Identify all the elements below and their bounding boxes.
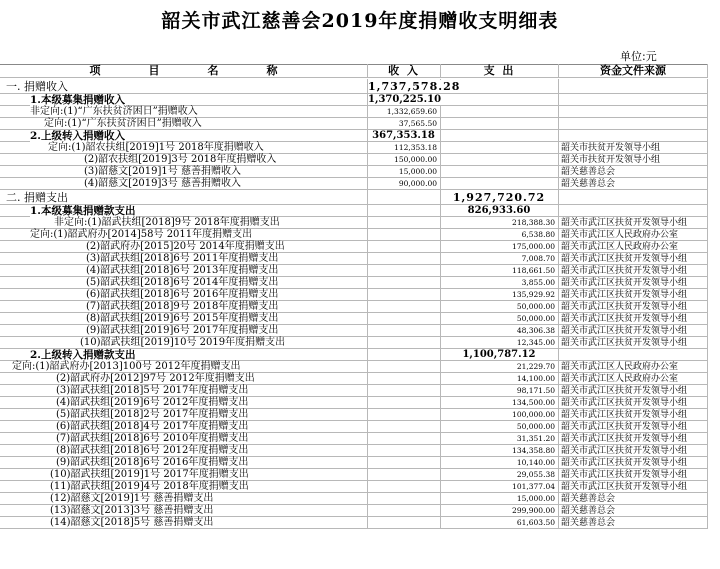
table-row xyxy=(0,190,720,205)
item-name-cell: (12)韶慈文[2019]1号 慈善捐赠支出 xyxy=(0,493,368,505)
source-cell: 韶关市武江区扶贫开发领导小组 xyxy=(559,421,708,433)
income-cell xyxy=(368,301,441,313)
source-cell: 韶关市扶贫开发领导小组 xyxy=(559,142,708,154)
expense-cell: 101,377.04 xyxy=(441,481,559,493)
table-row xyxy=(0,178,720,190)
income-cell xyxy=(368,481,441,493)
table-row xyxy=(0,517,720,529)
source-cell: 韶关市武江区人民政府办公室 xyxy=(559,361,708,373)
table-row xyxy=(0,457,720,469)
unit-label: 单位:元 xyxy=(620,50,657,63)
income-cell: 15,000.00 xyxy=(368,166,441,178)
table-row xyxy=(0,205,720,217)
expense-cell: 61,603.50 xyxy=(441,517,559,529)
income-cell: 367,353.18 xyxy=(368,130,441,142)
source-cell xyxy=(559,118,708,130)
source-cell: 韶关市武江区扶贫开发领导小组 xyxy=(559,385,708,397)
source-cell: 韶关市武江区扶贫开发领导小组 xyxy=(559,445,708,457)
item-name-cell: 非定向:(1)韶武扶组[2018]9号 2018年度捐赠支出 xyxy=(0,217,368,229)
expense-cell: 6,538.80 xyxy=(441,229,559,241)
expense-cell: 50,000.00 xyxy=(441,301,559,313)
expense-cell: 12,345.00 xyxy=(441,337,559,349)
table-row xyxy=(0,349,720,361)
income-cell xyxy=(368,433,441,445)
source-cell: 韶关市武江区扶贫开发领导小组 xyxy=(559,289,708,301)
income-cell xyxy=(368,337,441,349)
income-cell: 112,353.18 xyxy=(368,142,441,154)
item-name-cell: 2.上级转入捐赠款支出 xyxy=(0,349,368,361)
source-cell xyxy=(559,205,708,217)
item-name-cell: (10)韶武扶组[2019]10号 2019年度捐赠支出 xyxy=(0,337,368,349)
item-name-cell: (3)韶武扶组[2018]6号 2011年度捐赠支出 xyxy=(0,253,368,265)
source-cell: 韶关慈善总会 xyxy=(559,505,708,517)
header-expense: 支 出 xyxy=(441,64,559,78)
source-cell xyxy=(559,94,708,106)
expense-cell: 118,661.50 xyxy=(441,265,559,277)
income-cell xyxy=(368,421,441,433)
income-cell xyxy=(368,469,441,481)
income-cell xyxy=(368,385,441,397)
item-name-cell: (13)韶慈文[2013]3号 慈善捐赠支出 xyxy=(0,505,368,517)
source-cell: 韶关市武江区人民政府办公室 xyxy=(559,241,708,253)
expense-cell xyxy=(441,106,559,118)
item-name-cell: (2)韶武府办[2012]97号 2012年度捐赠支出 xyxy=(0,373,368,385)
source-cell: 韶关市武江区扶贫开发领导小组 xyxy=(559,277,708,289)
table-row xyxy=(0,445,720,457)
income-cell xyxy=(368,445,441,457)
table-row xyxy=(0,385,720,397)
source-cell: 韶关市武江区扶贫开发领导小组 xyxy=(559,313,708,325)
expense-cell: 29,055.38 xyxy=(441,469,559,481)
source-cell xyxy=(559,190,708,205)
table-row xyxy=(0,301,720,313)
item-name-cell: (8)韶武扶组[2018]6号 2012年度捐赠支出 xyxy=(0,445,368,457)
item-name-cell: (9)韶武扶组[2018]6号 2016年度捐赠支出 xyxy=(0,457,368,469)
income-cell xyxy=(368,313,441,325)
table-row xyxy=(0,289,720,301)
income-cell xyxy=(368,217,441,229)
expense-cell: 7,008.70 xyxy=(441,253,559,265)
table-row xyxy=(0,469,720,481)
table-header-row xyxy=(0,64,720,78)
item-name-cell: (3)韶慈文[2019]1号 慈善捐赠收入 xyxy=(0,166,368,178)
income-cell: 1,332,659.60 xyxy=(368,106,441,118)
source-cell xyxy=(559,79,708,94)
header-item-name: 项 目 名 称 xyxy=(0,64,368,78)
income-cell xyxy=(368,505,441,517)
expense-cell: 31,351.20 xyxy=(441,433,559,445)
table-row xyxy=(0,94,720,106)
item-name-cell: (9)韶武扶组[2019]6号 2017年度捐赠支出 xyxy=(0,325,368,337)
income-cell xyxy=(368,409,441,421)
item-name-cell: (4)韶武扶组[2019]6号 2012年度捐赠支出 xyxy=(0,397,368,409)
expense-cell: 50,000.00 xyxy=(441,421,559,433)
source-cell xyxy=(559,130,708,142)
income-cell xyxy=(368,349,441,361)
table-row xyxy=(0,397,720,409)
table-row xyxy=(0,106,720,118)
item-name-cell: 非定向:(1)“广东扶贫济困日”捐赠收入 xyxy=(0,106,368,118)
income-cell xyxy=(368,373,441,385)
income-cell xyxy=(368,205,441,217)
source-cell: 韶关市武江区扶贫开发领导小组 xyxy=(559,253,708,265)
expense-cell xyxy=(441,130,559,142)
table-row xyxy=(0,265,720,277)
expense-cell: 10,140.00 xyxy=(441,457,559,469)
source-cell: 韶关慈善总会 xyxy=(559,517,708,529)
source-cell: 韶关市武江区扶贫开发领导小组 xyxy=(559,325,708,337)
expense-cell: 3,855.00 xyxy=(441,277,559,289)
source-cell: 韶关市武江区扶贫开发领导小组 xyxy=(559,265,708,277)
table-row xyxy=(0,493,720,505)
income-cell xyxy=(368,325,441,337)
table-row xyxy=(0,118,720,130)
income-cell: 90,000.00 xyxy=(368,178,441,190)
expense-cell: 21,229.70 xyxy=(441,361,559,373)
source-cell: 韶关慈善总会 xyxy=(559,166,708,178)
item-name-cell: (2)韶武府办[2015]20号 2014年度捐赠支出 xyxy=(0,241,368,253)
item-name-cell: 定向:(1)韶武府办[2014]58号 2011年度捐赠支出 xyxy=(0,229,368,241)
expense-cell: 134,358.80 xyxy=(441,445,559,457)
income-cell xyxy=(368,241,441,253)
table-row xyxy=(0,337,720,349)
source-cell: 韶关市武江区扶贫开发领导小组 xyxy=(559,337,708,349)
item-name-cell: (10)韶武扶组[2019]1号 2017年度捐赠支出 xyxy=(0,469,368,481)
expense-cell: 134,500.00 xyxy=(441,397,559,409)
item-name-cell: 一. 捐赠收入 xyxy=(0,79,368,94)
income-cell: 37,565.50 xyxy=(368,118,441,130)
income-cell xyxy=(368,493,441,505)
table-row xyxy=(0,130,720,142)
expense-cell xyxy=(441,166,559,178)
source-cell: 韶关市武江区扶贫开发领导小组 xyxy=(559,469,708,481)
income-cell: 150,000.00 xyxy=(368,154,441,166)
table-row xyxy=(0,154,720,166)
source-cell: 韶关慈善总会 xyxy=(559,178,708,190)
table-row xyxy=(0,142,720,154)
item-name-cell: (3)韶武扶组[2018]5号 2017年度捐赠支出 xyxy=(0,385,368,397)
table-row xyxy=(0,325,720,337)
expense-cell: 135,929.92 xyxy=(441,289,559,301)
expense-cell xyxy=(441,142,559,154)
expense-cell: 175,000.00 xyxy=(441,241,559,253)
expense-cell: 100,000.00 xyxy=(441,409,559,421)
expense-cell: 826,933.60 xyxy=(441,205,559,217)
table-row xyxy=(0,253,720,265)
table-row xyxy=(0,361,720,373)
item-name-cell: 1.本级募集捐赠款支出 xyxy=(0,205,368,217)
item-name-cell: (14)韶慈文[2018]5号 慈善捐赠支出 xyxy=(0,517,368,529)
income-cell xyxy=(368,277,441,289)
item-name-cell: (11)韶武扶组[2019]4号 2018年度捐赠支出 xyxy=(0,481,368,493)
item-name-cell: 定向:(1)韶农扶组[2019]1号 2018年度捐赠收入 xyxy=(0,142,368,154)
expense-cell: 14,100.00 xyxy=(441,373,559,385)
item-name-cell: (6)韶武扶组[2018]4号 2017年度捐赠支出 xyxy=(0,421,368,433)
item-name-cell: (7)韶武扶组[2018]6号 2010年度捐赠支出 xyxy=(0,433,368,445)
item-name-cell: 定向:(1)韶武府办[2013]100号 2012年度捐赠支出 xyxy=(0,361,368,373)
table-row xyxy=(0,79,720,94)
source-cell: 韶关市武江区扶贫开发领导小组 xyxy=(559,397,708,409)
item-name-cell: (6)韶武扶组[2018]6号 2016年度捐赠支出 xyxy=(0,289,368,301)
income-cell xyxy=(368,190,441,205)
table-row xyxy=(0,229,720,241)
income-cell xyxy=(368,457,441,469)
page-title: 韶关市武江慈善会2019年度捐赠收支明细表 xyxy=(161,10,559,32)
source-cell: 韶关慈善总会 xyxy=(559,493,708,505)
source-cell xyxy=(559,106,708,118)
header-income: 收 入 xyxy=(368,64,441,78)
item-name-cell: 定向:(1)“广东扶贫济困日”捐赠收入 xyxy=(0,118,368,130)
item-name-cell: (7)韶武扶组[2018]9号 2018年度捐赠支出 xyxy=(0,301,368,313)
expense-cell: 299,900.00 xyxy=(441,505,559,517)
expense-cell xyxy=(441,154,559,166)
item-name-cell: (8)韶武扶组[2019]6号 2015年度捐赠支出 xyxy=(0,313,368,325)
expense-cell: 1,927,720.72 xyxy=(441,190,559,205)
income-cell: 1,737,578.28 xyxy=(368,80,461,93)
expense-cell: 98,171.50 xyxy=(441,385,559,397)
item-name-cell: (2)韶农扶组[2019]3号 2018年度捐赠收入 xyxy=(0,154,368,166)
source-cell: 韶关市武江区扶贫开发领导小组 xyxy=(559,409,708,421)
income-cell xyxy=(368,517,441,529)
header-source: 资金文件来源 xyxy=(559,64,708,78)
table-row xyxy=(0,373,720,385)
item-name-cell: 2.上级转入捐赠收入 xyxy=(0,130,368,142)
expense-cell: 50,000.00 xyxy=(441,313,559,325)
item-name-cell: 1.本级募集捐赠收入 xyxy=(0,94,368,106)
item-name-cell: (5)韶武扶组[2018]6号 2014年度捐赠支出 xyxy=(0,277,368,289)
expense-cell: 48,306.38 xyxy=(441,325,559,337)
table-row xyxy=(0,421,720,433)
source-cell: 韶关市武江区扶贫开发领导小组 xyxy=(559,217,708,229)
item-name-cell: (4)韶慈文[2019]3号 慈善捐赠收入 xyxy=(0,178,368,190)
item-name-cell: (4)韶武扶组[2018]6号 2013年度捐赠支出 xyxy=(0,265,368,277)
expense-cell: 15,000.00 xyxy=(441,493,559,505)
expense-cell xyxy=(441,94,559,106)
source-cell: 韶关市武江区扶贫开发领导小组 xyxy=(559,457,708,469)
table-row xyxy=(0,277,720,289)
income-cell xyxy=(368,397,441,409)
table-row xyxy=(0,433,720,445)
table-row xyxy=(0,313,720,325)
income-cell xyxy=(368,229,441,241)
source-cell: 韶关市武江区人民政府办公室 xyxy=(559,373,708,385)
source-cell: 韶关市武江区人民政府办公室 xyxy=(559,229,708,241)
source-cell: 韶关市扶贫开发领导小组 xyxy=(559,154,708,166)
source-cell: 韶关市武江区扶贫开发领导小组 xyxy=(559,481,708,493)
income-cell xyxy=(368,289,441,301)
table-row xyxy=(0,241,720,253)
table-row xyxy=(0,481,720,493)
income-cell: 1,370,225.10 xyxy=(368,94,442,105)
expense-cell xyxy=(441,178,559,190)
source-cell: 韶关市武江区扶贫开发领导小组 xyxy=(559,433,708,445)
income-cell xyxy=(368,253,441,265)
expense-cell xyxy=(441,118,559,130)
item-name-cell: (5)韶武扶组[2018]2号 2017年度捐赠支出 xyxy=(0,409,368,421)
income-cell xyxy=(368,361,441,373)
source-cell xyxy=(559,349,708,361)
expense-cell: 1,100,787.12 xyxy=(441,349,559,361)
table-row xyxy=(0,166,720,178)
income-cell xyxy=(368,265,441,277)
expense-cell: 218,388.30 xyxy=(441,217,559,229)
table-row xyxy=(0,217,720,229)
item-name-cell: 二. 捐赠支出 xyxy=(0,190,368,205)
table-row xyxy=(0,409,720,421)
source-cell: 韶关市武江区扶贫开发领导小组 xyxy=(559,301,708,313)
table-row xyxy=(0,505,720,517)
